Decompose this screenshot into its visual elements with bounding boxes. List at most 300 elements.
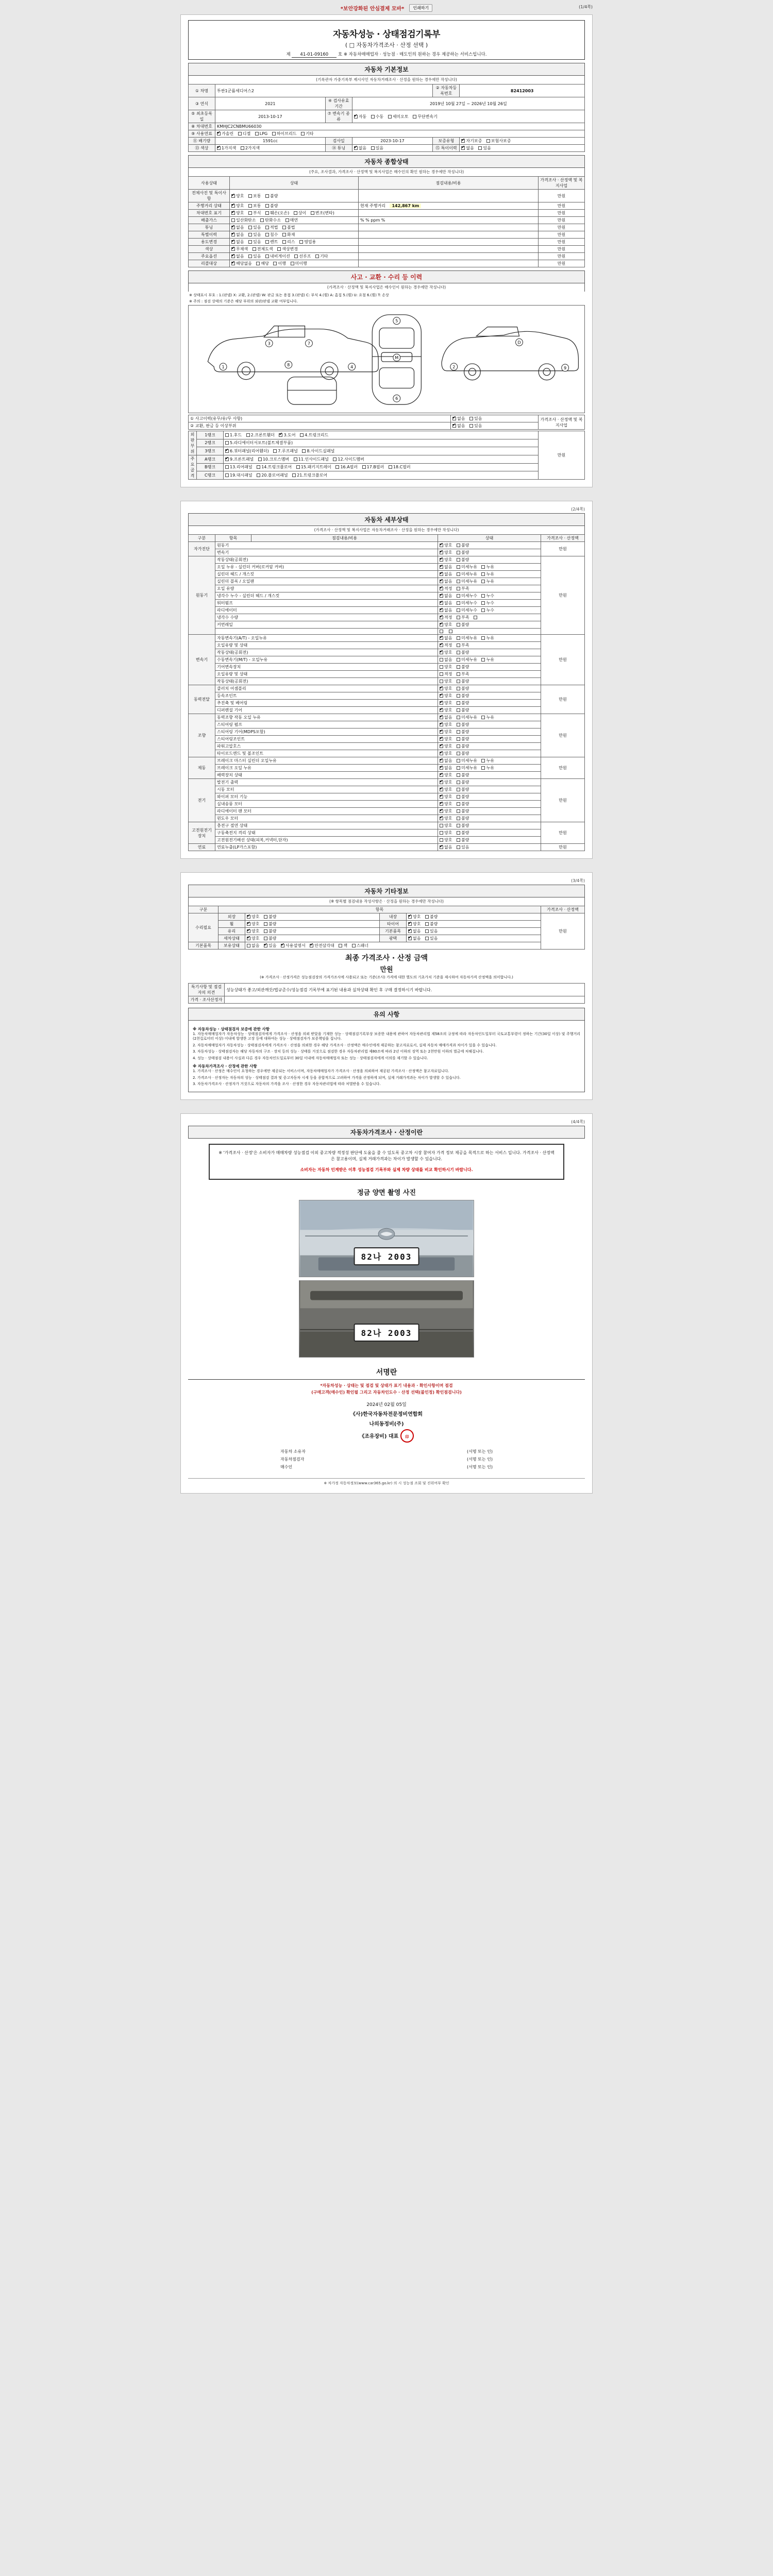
value-displacement: 1591cc <box>215 138 326 145</box>
row-note <box>359 224 539 231</box>
opt[interactable]: 불량 <box>457 707 469 713</box>
opt[interactable]: ✔ 양호 <box>440 801 452 807</box>
cautions-para: 1. 자동차매매업자가 자동차성능 · 상태점검자에게 가격조사 · 산정을 의뢰 받았을 기재한 성능 · 상태점검기록부상 보증한 내용에 관하여 자동차관리법 제58조의 규정에 따라 자동차인도일부터 국토교통부령이 정하는 기간(30일 이상) 및 주행거리(2천킬로미터 이상) 이내에 발생한 고장 등에 대하여는 성능 · 상태점검자가 보증책임을 집니다. <box>193 1032 580 1041</box>
opt[interactable]: 부족 <box>457 671 469 677</box>
sign-label: 자동차점검자 <box>280 1457 305 1462</box>
accident-history-opts <box>451 415 539 422</box>
opt[interactable]: 불량 <box>457 650 469 655</box>
frame-item[interactable]: 15.패키지트레이 <box>296 464 331 470</box>
opt-9-2[interactable]: 이행 <box>273 261 285 266</box>
opt-8-2[interactable]: 내비게이션 <box>265 253 290 259</box>
opt-7-1[interactable]: 전체도색 <box>253 246 273 252</box>
item-label: 오일 유량 <box>215 585 438 592</box>
opt[interactable]: 불량 <box>457 736 469 742</box>
item-opts <box>438 642 541 649</box>
opt-4-0[interactable]: ✔ 없음 <box>231 225 244 230</box>
opt[interactable]: ✔ 양호 <box>440 686 452 691</box>
frame-item[interactable]: 14.트렁크플로어 <box>257 464 292 470</box>
opt-3-2[interactable]: 매연 <box>285 217 298 223</box>
opt[interactable]: 적정 <box>440 671 452 677</box>
opt-special-yes[interactable]: 있음 <box>478 145 491 151</box>
item-opts <box>438 678 541 685</box>
opt-accident-none[interactable]: ✔ 없음 <box>452 416 465 421</box>
row-note <box>359 231 539 239</box>
group-steering: 조향 <box>189 714 215 757</box>
item-label: 원동기 <box>215 542 438 549</box>
opt-transmission-auto[interactable]: ✔자동 <box>354 114 366 120</box>
opt[interactable]: ✔ 없음 <box>440 564 452 570</box>
document-title-box <box>188 20 585 60</box>
opt[interactable]: ✔ 없음 <box>440 765 452 771</box>
opt[interactable]: ✔ 양호 <box>440 550 452 555</box>
opt-4-2[interactable]: 적법 <box>265 225 278 230</box>
opt[interactable]: ✔ 없음 <box>440 579 452 584</box>
opt-2-0[interactable]: ✔ 양호 <box>231 210 244 216</box>
opt[interactable]: 미세누유 <box>457 635 477 641</box>
opt[interactable]: ✔ 없음 <box>440 758 452 764</box>
opt-color-1[interactable]: ✔ 1가지색 <box>217 145 236 151</box>
opt[interactable]: 불량 <box>457 772 469 778</box>
opt-color-2[interactable]: 2가지색 <box>241 145 260 151</box>
opt[interactable]: 양호 <box>440 823 452 828</box>
opt[interactable]: ✔ 적정 <box>440 642 452 648</box>
svg-text:4: 4 <box>350 364 354 369</box>
price-cell: 만원 <box>541 779 585 822</box>
panel-item[interactable]: 4.트렁크리드 <box>300 432 328 438</box>
opt-warranty-self[interactable]: ✔ 자기보증 <box>461 138 482 144</box>
opt[interactable]: ✔ 없음 <box>408 928 421 934</box>
opt[interactable]: 부족 <box>457 586 469 591</box>
opt[interactable]: ✔ 양호 <box>440 650 452 655</box>
table-row <box>189 765 585 772</box>
opt-0-1[interactable]: 보통 <box>248 193 261 199</box>
opt-8-4[interactable]: 기타 <box>315 253 328 259</box>
cautions-para: 3. 자동차가격조사 · 산정자가 거짓으로 자동차의 가격을 조사 · 산정한 경우 자동차관리법에 따라 처벌받을 수 있습니다. <box>193 1082 381 1087</box>
item-label: 라디에이터 팬 모터 <box>215 808 438 815</box>
opt[interactable]: ✔ 양호 <box>408 914 421 920</box>
opt[interactable]: ✔ 양호 <box>440 722 452 727</box>
opt[interactable]: 불량 <box>425 914 438 920</box>
page-4 <box>180 1113 593 1494</box>
opt-fuel-etc[interactable]: 기타 <box>301 131 313 137</box>
opt-7-2[interactable]: 색상변경 <box>277 246 298 252</box>
opt[interactable]: ✔ 양호 <box>247 921 259 927</box>
opt[interactable] <box>440 629 444 634</box>
cautions-para: 4. 성능 · 상태점검 내용이 사실과 다른 경우 자동차인도일로부터 30일 이내에 자동차매매업자 또는 성능 · 상태점검자에게 이의를 제기할 수 있습니다. <box>193 1056 428 1060</box>
opt[interactable]: 미세누유 <box>457 715 477 720</box>
opt[interactable]: ✔ 양호 <box>440 787 452 792</box>
opt[interactable]: ✔ 없음 <box>440 571 452 577</box>
opt-2-3[interactable]: 상이 <box>294 210 306 216</box>
opt[interactable]: ✔ 양호 <box>440 743 452 749</box>
sign-value[interactable]: (서명 또는 인) <box>467 1449 493 1454</box>
frame-item[interactable]: 13.리어패널 <box>225 464 253 470</box>
opt-accident-yes[interactable]: 있음 <box>469 416 482 421</box>
opt[interactable]: 불량 <box>264 921 276 927</box>
col-price2: 가격조사 · 산정액 <box>541 535 585 542</box>
opt[interactable]: 불량 <box>457 550 469 555</box>
opt[interactable]: ✔ 양호 <box>247 936 259 941</box>
opt-special-none[interactable]: ✔ 없음 <box>461 145 474 151</box>
opt[interactable]: 누유 <box>481 564 494 570</box>
opt[interactable]: 불량 <box>457 686 469 691</box>
opt[interactable]: ✔ 없음 <box>440 593 452 599</box>
label-tuning: ⑭ 튜닝 <box>325 145 352 152</box>
opt-4-3[interactable]: 불법 <box>282 225 295 230</box>
opt[interactable]: 미세누수 <box>457 607 477 613</box>
opt[interactable]: 없음 <box>247 943 259 948</box>
section-overall-sub: (주요, 조사결과, 가격조사 · 산정액 및 복지사업은 매수인의 확인 원하는 경우에만 작성니다) <box>188 168 585 176</box>
item-opts <box>438 664 541 671</box>
table-row <box>189 721 585 728</box>
opt[interactable] <box>449 629 453 634</box>
print-button[interactable]: 인쇄하기 <box>409 4 432 12</box>
group-hv-electric: 고전원전기장치 <box>189 822 215 844</box>
frame-item[interactable]: 11.인사이드패널 <box>294 456 329 462</box>
price-explain-text: ※ '가격조사 · 산정'은 소비자가 매매차량 성능점검 이외 중고차량 적정성 판단에 도움을 줄 수 있도록 중고차 시장 참여자 가격 정보 제공을 목적으로 하는 서비스 입니다. 가격조사 · 산정액은 참고용이며, 실제 거래가격과는 차이가 발생할 수 있습니다. <box>219 1150 554 1162</box>
row-opts <box>230 202 359 210</box>
opt-8-1[interactable]: 있음 <box>248 253 261 259</box>
opt[interactable]: 양호 <box>440 664 452 670</box>
opt[interactable]: 미세누유 <box>457 579 477 584</box>
table-row <box>189 779 585 786</box>
table-row <box>189 253 585 260</box>
opt[interactable]: ✔ 양호 <box>440 816 452 821</box>
opt-7-0[interactable]: ✔ 무채색 <box>231 246 248 252</box>
opt[interactable]: 불량 <box>457 622 469 628</box>
opt[interactable]: ✔ 양호 <box>440 772 452 778</box>
vehicle-rear-photo <box>299 1280 474 1358</box>
opt[interactable]: ✔ 없음 <box>440 844 452 850</box>
panel-item[interactable]: 7.루프패널 <box>273 448 298 454</box>
opt[interactable]: 불량 <box>264 936 276 941</box>
opt[interactable]: 있음 <box>425 936 438 941</box>
opt[interactable]: 불량 <box>457 787 469 792</box>
row-price: 만원 <box>539 217 585 224</box>
opt[interactable]: 불량 <box>457 543 469 548</box>
opt[interactable]: 불량 <box>457 801 469 807</box>
opt[interactable]: 불량 <box>457 837 469 843</box>
rank-items-b <box>224 463 539 471</box>
panel-item[interactable]: 5.라디에이터서포트(볼트체결부품) <box>225 440 293 446</box>
opt[interactable]: ✔ 양호 <box>440 736 452 742</box>
opt-4-1[interactable]: 있음 <box>248 225 261 230</box>
opt-tuning-none[interactable]: ✔ 없음 <box>354 145 366 151</box>
item-label: 작동상태(공회전) <box>215 649 438 656</box>
opt[interactable]: 미세누수 <box>457 600 477 606</box>
item-label: 구동축전지 격리 상태 <box>215 829 438 837</box>
opt[interactable]: 미세누유 <box>457 564 477 570</box>
price-cell: 만원 <box>541 757 585 779</box>
opt-tuning-yes[interactable]: 있음 <box>371 145 383 151</box>
opt[interactable]: ✔ 양호 <box>247 928 259 934</box>
other-info-table <box>188 906 585 950</box>
panel-item[interactable]: 8.사이드실패널 <box>302 448 334 454</box>
opt-5-1[interactable]: 있음 <box>248 232 261 238</box>
opt[interactable]: 양호 <box>440 830 452 836</box>
label-first-reg: ⑤ 최초등록일 <box>189 110 215 123</box>
opt-warranty-ins[interactable]: 보험사보증 <box>486 138 511 144</box>
opt[interactable]: 불량 <box>457 794 469 800</box>
opt[interactable]: 불량 <box>457 729 469 735</box>
opt[interactable]: ✔ 양호 <box>440 543 452 548</box>
opt[interactable]: 잭 <box>339 943 347 948</box>
value-carname: 투싼1군륨세디어스2 <box>215 84 433 97</box>
opt-5-2[interactable]: 침수 <box>265 232 278 238</box>
opt[interactable]: ✔ 양호 <box>440 693 452 699</box>
section-detail-title: 자동차 세부상태 <box>188 513 585 526</box>
opt[interactable]: 불량 <box>457 779 469 785</box>
opt[interactable]: 미세누유 <box>457 571 477 577</box>
opt[interactable]: ✔ 없음 <box>440 600 452 606</box>
opt[interactable]: ✔ 양호 <box>440 622 452 628</box>
opt[interactable]: 부족 <box>457 642 469 648</box>
item-opts <box>438 600 541 607</box>
opt[interactable]: ✔ 적정 <box>440 586 452 591</box>
opt-2-2[interactable]: 훼손(오손) <box>265 210 289 216</box>
opt-5-3[interactable]: 화재 <box>282 232 295 238</box>
item-label: 자동변속기(A/T) - 오일누유 <box>215 635 438 642</box>
item-label: 기어변속장치 <box>215 664 438 671</box>
opt[interactable] <box>474 615 478 620</box>
opt-6-3[interactable]: 리스 <box>282 239 295 245</box>
cautions-para: 3. 자동차성능 · 상태점검자는 해당 자동차의 구조 · 장치 등의 성능 · 상태를 거짓으로 점검한 경우 자동차관리법 제80조에 따라 2년 이하의 징역 또는 2천만원 이하의 벌금에 처해집니다. <box>193 1049 484 1054</box>
opt[interactable]: 불량 <box>457 816 469 821</box>
item-label: 작동상태(공회전) <box>215 556 438 564</box>
opt[interactable]: 불량 <box>457 679 469 684</box>
sign-value[interactable]: (서명 또는 인) <box>467 1457 493 1462</box>
col-group2: 구분 <box>189 906 219 913</box>
col-item: 항목 <box>215 535 251 542</box>
opt[interactable]: ✔ 안전삼각대 <box>310 943 334 948</box>
opt-1-2[interactable]: 불량 <box>265 203 278 209</box>
opt[interactable]: 누유 <box>481 758 494 764</box>
group-outer-panel: 외판 부위 <box>189 431 197 455</box>
opt[interactable]: ✔ 양호 <box>440 729 452 735</box>
opt-8-3[interactable]: 선루프 <box>294 253 311 259</box>
opt[interactable]: 미세누수 <box>457 593 477 599</box>
frame-item[interactable]: 16.A필러 <box>335 464 358 470</box>
frame-item[interactable]: 21.트렁크플로어 <box>292 472 327 478</box>
svg-text:7: 7 <box>307 341 310 346</box>
table-row <box>189 808 585 815</box>
opt[interactable]: 불량 <box>457 700 469 706</box>
opt[interactable]: 불량 <box>425 921 438 927</box>
row-note <box>359 260 539 267</box>
opt[interactable]: 누유 <box>481 579 494 584</box>
item-label2: 내장 <box>380 913 407 921</box>
opt[interactable]: ✔ 양호 <box>440 700 452 706</box>
opt-2-4[interactable]: 변조(변타) <box>311 210 334 216</box>
frame-item[interactable]: 19.대시패널 <box>225 472 253 478</box>
opt[interactable]: 미세누유 <box>457 657 477 663</box>
opt[interactable]: ✔ 양호 <box>440 794 452 800</box>
opt[interactable]: ✔ 양호 <box>440 707 452 713</box>
opt[interactable]: 누유 <box>481 635 494 641</box>
item-label2: 광택 <box>380 935 407 942</box>
table-row <box>189 793 585 801</box>
sign-value[interactable]: (서명 또는 인) <box>467 1465 493 1470</box>
opt-transmission-manual[interactable]: 수동 <box>371 114 383 120</box>
price-cell: 만원 <box>541 822 585 844</box>
opt-2-1[interactable]: 부식 <box>248 210 261 216</box>
serial-number: 41-01-09160 <box>292 52 337 58</box>
opt-transmission-semi[interactable]: 세미오토 <box>388 114 409 120</box>
panel-item[interactable]: 2.프론트휀더 <box>246 432 275 438</box>
price-explain-red: 소비자는 자동차 인계받은 이후 성능점검 기록부와 실제 차량 상태를 비교 확인하시기 바랍니다. <box>300 1167 473 1173</box>
opt-0-0[interactable]: ✔양호 <box>231 193 244 199</box>
page-indicator-1: (1/4쪽) <box>579 5 593 9</box>
item-opts <box>438 829 541 837</box>
item-opts <box>438 592 541 600</box>
page-footer: ※ 차가정 자동차정보(www.car365.go.kr) 의 시 성능점 조회 및 진위여부 확인 <box>188 1478 585 1486</box>
final-price-title: 최종 가격조사 · 산정 금액 <box>345 954 428 962</box>
opt[interactable]: ✔ 양호 <box>440 808 452 814</box>
opt-3-1[interactable]: 탄화수소 <box>260 217 281 223</box>
frame-item[interactable]: 18.C필러 <box>389 464 411 470</box>
opt-1-0[interactable]: ✔ 양호 <box>231 203 244 209</box>
opt[interactable]: ✔ 양호 <box>247 914 259 920</box>
opt[interactable]: ✔ 양호 <box>408 921 421 927</box>
assessor-label: 가격 · 조사산정자 <box>189 996 225 1004</box>
opt[interactable]: 누유 <box>481 765 494 771</box>
opt[interactable]: 불량 <box>457 830 469 836</box>
opt-fuel-diesel[interactable]: 디젤 <box>238 131 250 137</box>
signature-note-1: *자동차성능 · 상태는 및 점검 및 상태가 표기 내용과 · 확인사항이며 점검 <box>320 1383 453 1388</box>
page-indicator-4: (4/4쪽) <box>571 1119 585 1124</box>
opt-9-1[interactable]: 해당 <box>256 261 268 266</box>
opt-transmission-cvt[interactable]: 무단변속기 <box>413 114 438 120</box>
opt[interactable]: ✔ 양호 <box>440 779 452 785</box>
row-label: 색상 <box>189 246 230 253</box>
car-damage-diagram <box>188 305 585 413</box>
opt-6-4[interactable]: 영업용 <box>299 239 316 245</box>
opt[interactable]: 스패너 <box>352 943 368 948</box>
opt[interactable]: 누수 <box>481 607 494 613</box>
col-item2: 항목 <box>219 906 541 913</box>
opt-3-0[interactable]: 일산화탄소 <box>231 217 256 223</box>
opt[interactable]: 불량 <box>457 808 469 814</box>
table-row <box>189 542 585 549</box>
opt-1-1[interactable]: 보통 <box>248 203 261 209</box>
opt[interactable]: 누유 <box>481 715 494 720</box>
opt[interactable]: 미세누유 <box>457 765 477 771</box>
table-row <box>189 678 585 685</box>
table-row <box>189 935 585 942</box>
opt[interactable]: 양호 <box>440 837 452 843</box>
opt[interactable]: ✔ 적정 <box>440 615 452 620</box>
price-cell: 만원 <box>541 542 585 556</box>
opt[interactable]: 불량 <box>457 823 469 828</box>
table-row <box>189 202 585 210</box>
item-opts <box>438 844 541 851</box>
opt[interactable]: 불량 <box>264 914 276 920</box>
item-label: 냉각수 누수 - 실린더 헤드 / 개스킷 <box>215 592 438 600</box>
col-price3: 가격조사 · 산정액 <box>541 906 585 913</box>
opt[interactable]: 부족 <box>457 615 469 620</box>
opt-fuel-lpg[interactable]: LPG <box>255 131 267 136</box>
opt-fuel-gasoline[interactable]: ✔ 가솔린 <box>217 131 233 137</box>
item-label: 디퍼렌셜 기어 <box>215 707 438 714</box>
opt-repair-yes[interactable]: 있음 <box>469 423 482 429</box>
opt-6-0[interactable]: ✔ 없음 <box>231 239 244 245</box>
opt[interactable]: 불량 <box>457 664 469 670</box>
item-label: 수동변속기(M/T) - 오일누유 <box>215 656 438 664</box>
opt[interactable]: ✔ 있음 <box>264 943 276 948</box>
opt[interactable]: ✔ 없음 <box>440 715 452 720</box>
opt[interactable]: 불량 <box>457 743 469 749</box>
print-topbar <box>180 3 593 12</box>
opt[interactable]: 불량 <box>457 722 469 727</box>
row-note <box>359 253 539 260</box>
panel-item[interactable]: ✔ 6.쿼터패널(리어휀더) <box>225 448 269 454</box>
opt[interactable]: ✔ 사용설명서 <box>281 943 306 948</box>
opt-5-0[interactable]: ✔ 없음 <box>231 232 244 238</box>
opt[interactable]: ✔ 양호 <box>440 557 452 563</box>
opt-fuel-hybrid[interactable]: 하이브리드 <box>272 131 297 137</box>
opt[interactable]: 누유 <box>481 571 494 577</box>
item-opts <box>438 607 541 614</box>
item-label: 스티어링 기어(MDPS포함) <box>215 728 438 736</box>
opt[interactable]: 누유 <box>481 657 494 663</box>
frame-item[interactable]: 12.사이드멤버 <box>333 456 364 462</box>
opt[interactable]: 없음 <box>440 657 452 663</box>
item-opts <box>438 786 541 793</box>
table-row <box>189 822 585 829</box>
opt-6-2[interactable]: 렌트 <box>265 239 278 245</box>
opt[interactable]: 있음 <box>425 928 438 934</box>
item-label: 와이퍼 모터 기능 <box>215 793 438 801</box>
opt[interactable]: 누수 <box>481 593 494 599</box>
opt[interactable]: ✔ 없음 <box>408 936 421 941</box>
opt[interactable]: 누수 <box>481 600 494 606</box>
row-label: 주행거리 상태 <box>189 202 230 210</box>
panel-item[interactable]: ✔ 3.도어 <box>279 432 295 438</box>
opt[interactable]: 불량 <box>264 928 276 934</box>
opt-9-3[interactable]: 미이행 <box>291 261 307 266</box>
opt-9-0[interactable]: ✔ 해당없음 <box>231 261 252 266</box>
table-row <box>189 815 585 822</box>
item-label: 작동상태(공회전) <box>215 678 438 685</box>
opt[interactable]: ✔ 없음 <box>440 635 452 641</box>
opt[interactable]: 미세누유 <box>457 758 477 764</box>
serial-prefix: 제 <box>286 52 291 57</box>
opt[interactable]: ✔ 없음 <box>440 607 452 613</box>
opt-0-2[interactable]: 불량 <box>265 193 278 199</box>
opt[interactable]: ✔ 양호 <box>440 751 452 756</box>
frame-item[interactable]: 10.크로스멤버 <box>258 456 289 462</box>
opt[interactable]: 불량 <box>457 751 469 756</box>
table-row <box>189 649 585 656</box>
opt-repair-none[interactable]: ✔ 없음 <box>452 423 465 429</box>
panel-item[interactable]: 1.후드 <box>225 432 242 438</box>
opt[interactable]: 불량 <box>457 693 469 699</box>
table-row <box>189 692 585 700</box>
col-state: 상태 <box>230 177 359 190</box>
repair-history-label: ② 교환, 판금 등 이상부위 <box>189 422 451 430</box>
opt-8-0[interactable]: ✔ 없음 <box>231 253 244 259</box>
frame-item[interactable]: 20.플로어패널 <box>257 472 288 478</box>
opt-6-1[interactable]: 있음 <box>248 239 261 245</box>
frame-item[interactable]: 17.B필러 <box>362 464 384 470</box>
frame-item[interactable]: ✔ 9.프론트패널 <box>225 456 254 462</box>
table-row <box>189 942 585 950</box>
item-label: 브레이크 마스터 실린더 오일누유 <box>215 757 438 765</box>
opt[interactable]: 불량 <box>457 557 469 563</box>
table-row <box>189 629 585 635</box>
opt[interactable]: 있음 <box>457 844 469 850</box>
opt[interactable]: 양호 <box>440 679 452 684</box>
